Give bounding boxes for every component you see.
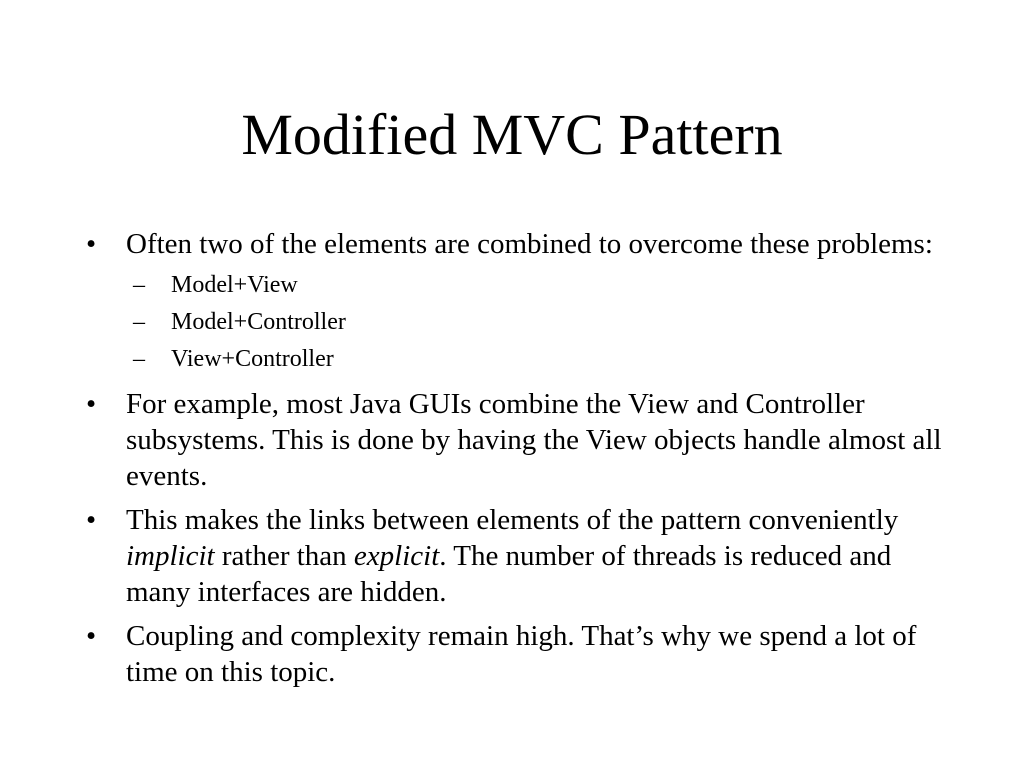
bullet-marker: • — [86, 388, 97, 420]
bullet-text-part: This makes the links between elements of the pattern conveniently — [126, 504, 899, 536]
slide-body — [86, 226, 946, 690]
bullet-marker: • — [86, 620, 97, 652]
sub-marker: – — [133, 309, 145, 335]
bullet-text: Coupling and complexity remain high. That’s why we spend a lot of time on this topic. — [126, 620, 917, 688]
bullet-marker: • — [86, 504, 97, 536]
sub-marker: – — [133, 346, 145, 372]
sub-marker: – — [133, 272, 145, 298]
bullet-text-part: rather than — [214, 540, 354, 572]
bullet-text-part: . The number of threads is reduced and many interfaces are hidden. — [126, 540, 892, 608]
sub-item — [133, 304, 946, 341]
sub-item — [133, 267, 946, 304]
sub-item-text: View+Controller — [171, 346, 334, 372]
emphasis-implicit: implicit — [126, 540, 215, 572]
slide-title: Modified MVC Pattern — [241, 102, 783, 167]
sub-item — [133, 341, 946, 378]
bullet-item — [86, 226, 946, 262]
bullet-item — [86, 618, 946, 690]
sub-item-text: Model+View — [171, 272, 298, 298]
bullet-text: Often two of the elements are combined to overcome these problems: — [126, 228, 933, 260]
emphasis-explicit: explicit — [353, 540, 440, 572]
bullet-item — [86, 386, 946, 494]
sub-list — [86, 267, 946, 378]
bullet-marker: • — [86, 228, 97, 260]
bullet-text: For example, most Java GUIs combine the View and Controller subsystems. This is done by having the View objects handle almost all events. — [126, 388, 942, 492]
bullet-item — [86, 502, 946, 610]
sub-item-text: Model+Controller — [171, 309, 346, 335]
